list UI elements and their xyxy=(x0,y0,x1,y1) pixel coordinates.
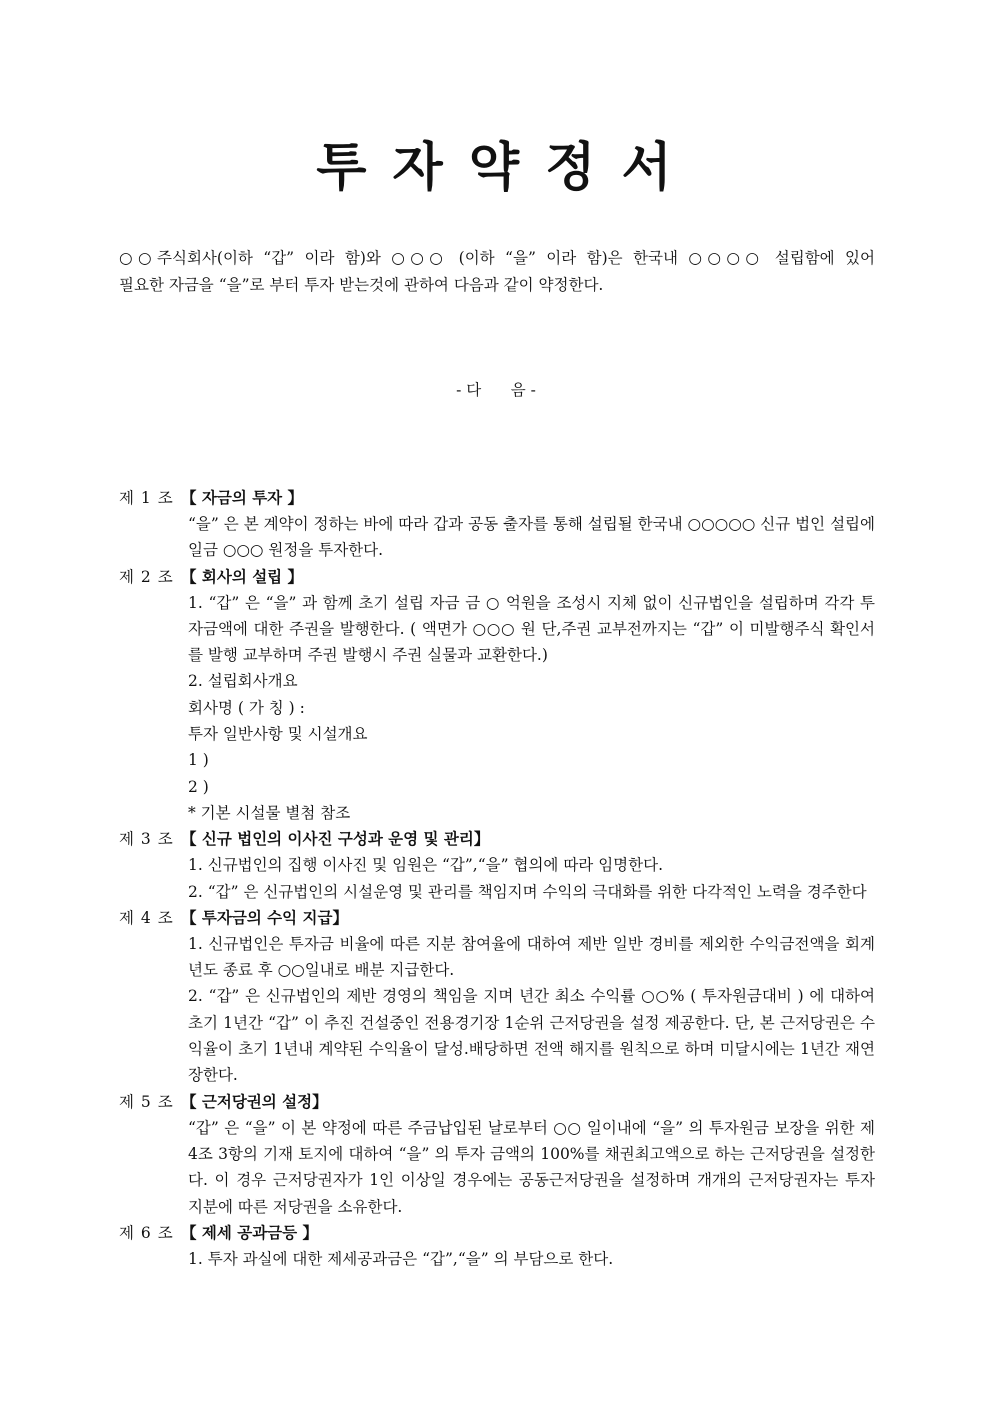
article-4 xyxy=(119,905,875,1089)
article-paragraph: 2. “갑” 은 신규법인의 시설운영 및 관리를 책임지며 수익의 극대화를 위한 다각적인 노력을 경주한다 xyxy=(188,882,867,901)
article-title: 【 회사의 설립 】 xyxy=(181,566,304,586)
article-3 xyxy=(119,826,875,905)
article-paragraph: 2. “갑” 은 신규법인의 제반 경영의 책임을 지며 년간 최소 수익률 ○○% ( 투자원금대비 ) 에 대하여 초기 1년간 “갑” 이 추진 건설중인 전용경기장 1순위 근저당권을 설정 제공한다. 단, 본 근저당권은 수익율이 초기 1년내 계약된 수익율이 달성.배당하면 전액 해지를 원칙으로 하며 미달시에는 1년간 재연장한다. xyxy=(188,987,875,1085)
article-title: 【 제세 공과금등 】 xyxy=(181,1222,319,1242)
article-title: 【 신규 법인의 이사진 구성과 운영 및 관리】 xyxy=(181,829,490,849)
article-number: 제 6 조 xyxy=(119,1223,174,1242)
article-1 xyxy=(119,485,875,564)
article-6 xyxy=(119,1220,875,1272)
article-title: 【 근저당권의 설정】 xyxy=(181,1091,328,1111)
article-paragraph: 1. 신규법인의 집행 이사진 및 임원은 “갑”,“을” 협의에 따라 임명한다. xyxy=(188,856,664,875)
article-number: 제 5 조 xyxy=(119,1092,174,1111)
article-heading xyxy=(119,905,875,931)
article-paragraph: * 기본 시설물 별첨 참조 xyxy=(188,803,351,822)
article-title: 【 자금의 투자 】 xyxy=(181,488,304,507)
article-paragraph: 회사명 ( 가 칭 ) : xyxy=(188,698,305,717)
intro-line-2: 필요한 자금을 “을”로 부터 투자 받는것에 관하여 다음과 같이 약정한다. xyxy=(119,276,604,294)
section-subheading: - 다 음 - xyxy=(456,381,536,399)
article-paragraph: “갑” 은 “을” 이 본 약정에 따른 주금납입된 날로부터 ○○ 일이내에 “을” 의 투자원금 보장을 위한 제4조 3항의 기재 토지에 대하여 “을” 의 투자 금액의 100%를 채권최고액으로 하는 근저당권을 설정한다. 이 경우 근저당권자가 1인 이상일 경우에는 공동근저당권을 설정하며 개개의 근저당권자는 투자 지분에 따른 저당권을 소유한다. xyxy=(188,1118,875,1216)
article-paragraph: 1 ) xyxy=(188,751,209,770)
article-2 xyxy=(119,564,875,827)
intro-line-1: ○○주식회사(이하 “갑” 이라 함)와 ○○○ (이하 “을” 이라 함)은 한국내 ○○○○ 설립함에 있어 xyxy=(119,249,875,267)
article-heading xyxy=(119,564,875,590)
article-number: 제 3 조 xyxy=(119,830,174,849)
article-paragraph: 2. 설립회사개요 xyxy=(188,672,298,691)
article-number: 제 4 조 xyxy=(119,908,174,927)
article-number: 제 2 조 xyxy=(119,567,174,586)
article-heading xyxy=(119,1089,875,1115)
article-5 xyxy=(119,1089,875,1220)
article-paragraph: “을” 은 본 계약이 정하는 바에 따라 갑과 공동 출자를 통해 설립될 한국내 ○○○○○ 신규 법인 설립에 일금 ○○○ 원정을 투자한다. xyxy=(188,515,875,560)
article-heading xyxy=(119,485,875,511)
article-paragraph: 1. “갑” 은 “을” 과 함께 초기 설립 자금 금 ○ 억원을 조성시 지체 없이 신규법인을 설립하며 각각 투자금액에 대한 주권을 발행한다. ( 액면가 ○○○ 원 단,주권 교부전까지는 “갑” 이 미발행주식 확인서를 발행 교부하며 주권 발행시 주권 실물과 교환한다.) xyxy=(188,593,875,665)
document-title: 투 자 약 정 서 xyxy=(316,137,676,198)
article-title: 【 투자금의 수익 지급】 xyxy=(181,907,348,927)
article-paragraph: 2 ) xyxy=(188,777,209,796)
article-heading xyxy=(119,1220,875,1246)
article-heading xyxy=(119,826,875,852)
article-paragraph: 1. 신규법인은 투자금 비율에 따른 지분 참여율에 대하여 제반 일반 경비를 제외한 수익금전액을 회계년도 종료 후 ○○일내로 배분 지급한다. xyxy=(188,934,875,980)
article-paragraph: 1. 투자 과실에 대한 제세공과금은 “갑”,“을” 의 부담으로 한다. xyxy=(188,1249,614,1268)
article-paragraph: 투자 일반사항 및 시설개요 xyxy=(188,725,368,744)
intro-paragraph xyxy=(119,245,875,299)
articles-list xyxy=(119,485,875,1272)
article-number: 제 1 조 xyxy=(119,489,174,507)
